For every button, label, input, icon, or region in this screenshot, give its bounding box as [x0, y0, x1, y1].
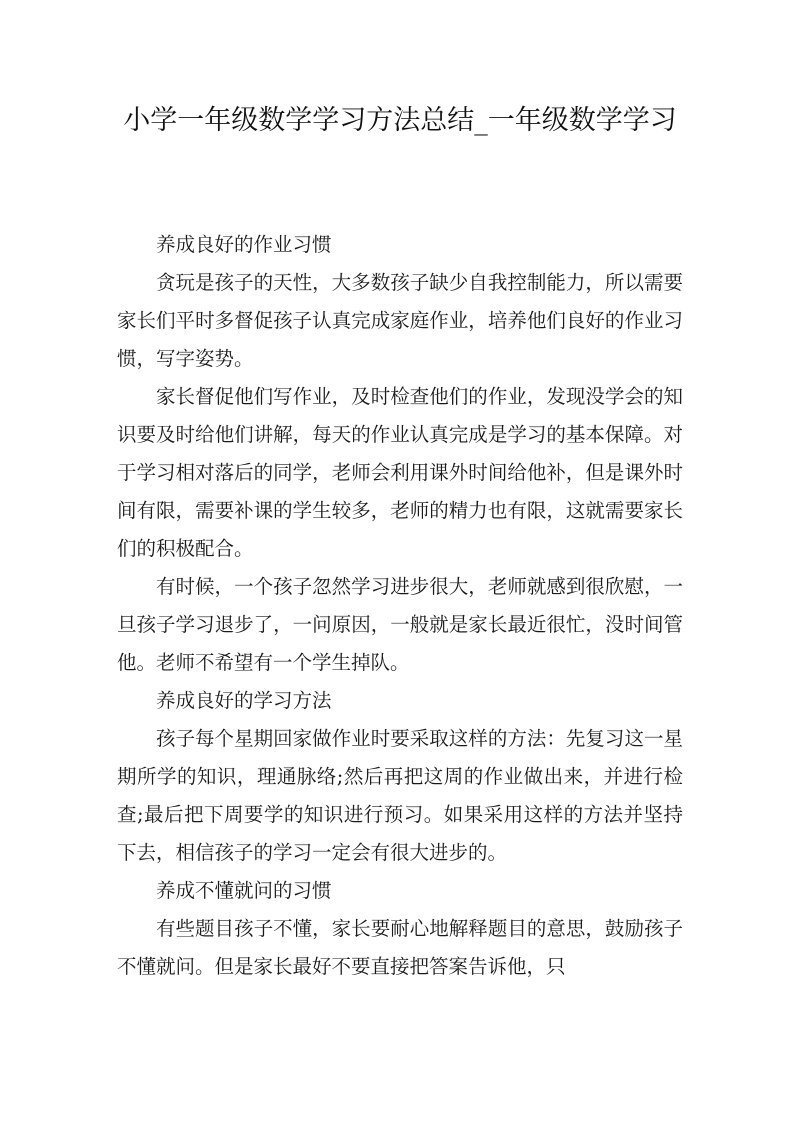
section-heading: 养成不懂就问的习惯	[156, 879, 332, 902]
paragraph: 孩子每个星期回家做作业时要采取这样的方法：先复习这一星期所学的知识，理通脉络;然后再把这周的作业做出来，并进行检查;最后把下周要学的知识进行预习。如果采用这样的方法并坚持下去，相信孩子的学习一定会有很大进步的。	[117, 727, 683, 864]
section-heading: 养成良好的学习方法	[156, 689, 332, 712]
document-title: 小学一年级数学学习方法总结_一年级数学学习	[123, 105, 677, 136]
paragraph: 有时候，一个孩子忽然学习进步很大，老师就感到很欣慰，一旦孩子学习退步了，一问原因，一般就是家长最近很忙，没时间管他。老师不希望有一个学生掉队。	[117, 575, 683, 674]
paragraph: 贪玩是孩子的天性，大多数孩子缺少自我控制能力，所以需要家长们平时多督促孩子认真完成家庭作业，培养他们良好的作业习惯，写字姿势。	[117, 271, 683, 370]
paragraph: 有些题目孩子不懂，家长要耐心地解释题目的意思，鼓励孩子不懂就问。但是家长最好不要直接把答案告诉他，只	[117, 917, 683, 978]
document-body	[117, 226, 683, 986]
paragraph: 家长督促他们写作业，及时检查他们的作业，发现没学会的知识要及时给他们讲解，每天的作业认真完成是学习的基本保障。对于学习相对落后的同学，老师会利用课外时间给他补，但是课外时间有限，需要补课的学生较多，老师的精力也有限，这就需要家长们的积极配合。	[117, 385, 683, 560]
section-heading: 养成良好的作业习惯	[156, 233, 332, 256]
